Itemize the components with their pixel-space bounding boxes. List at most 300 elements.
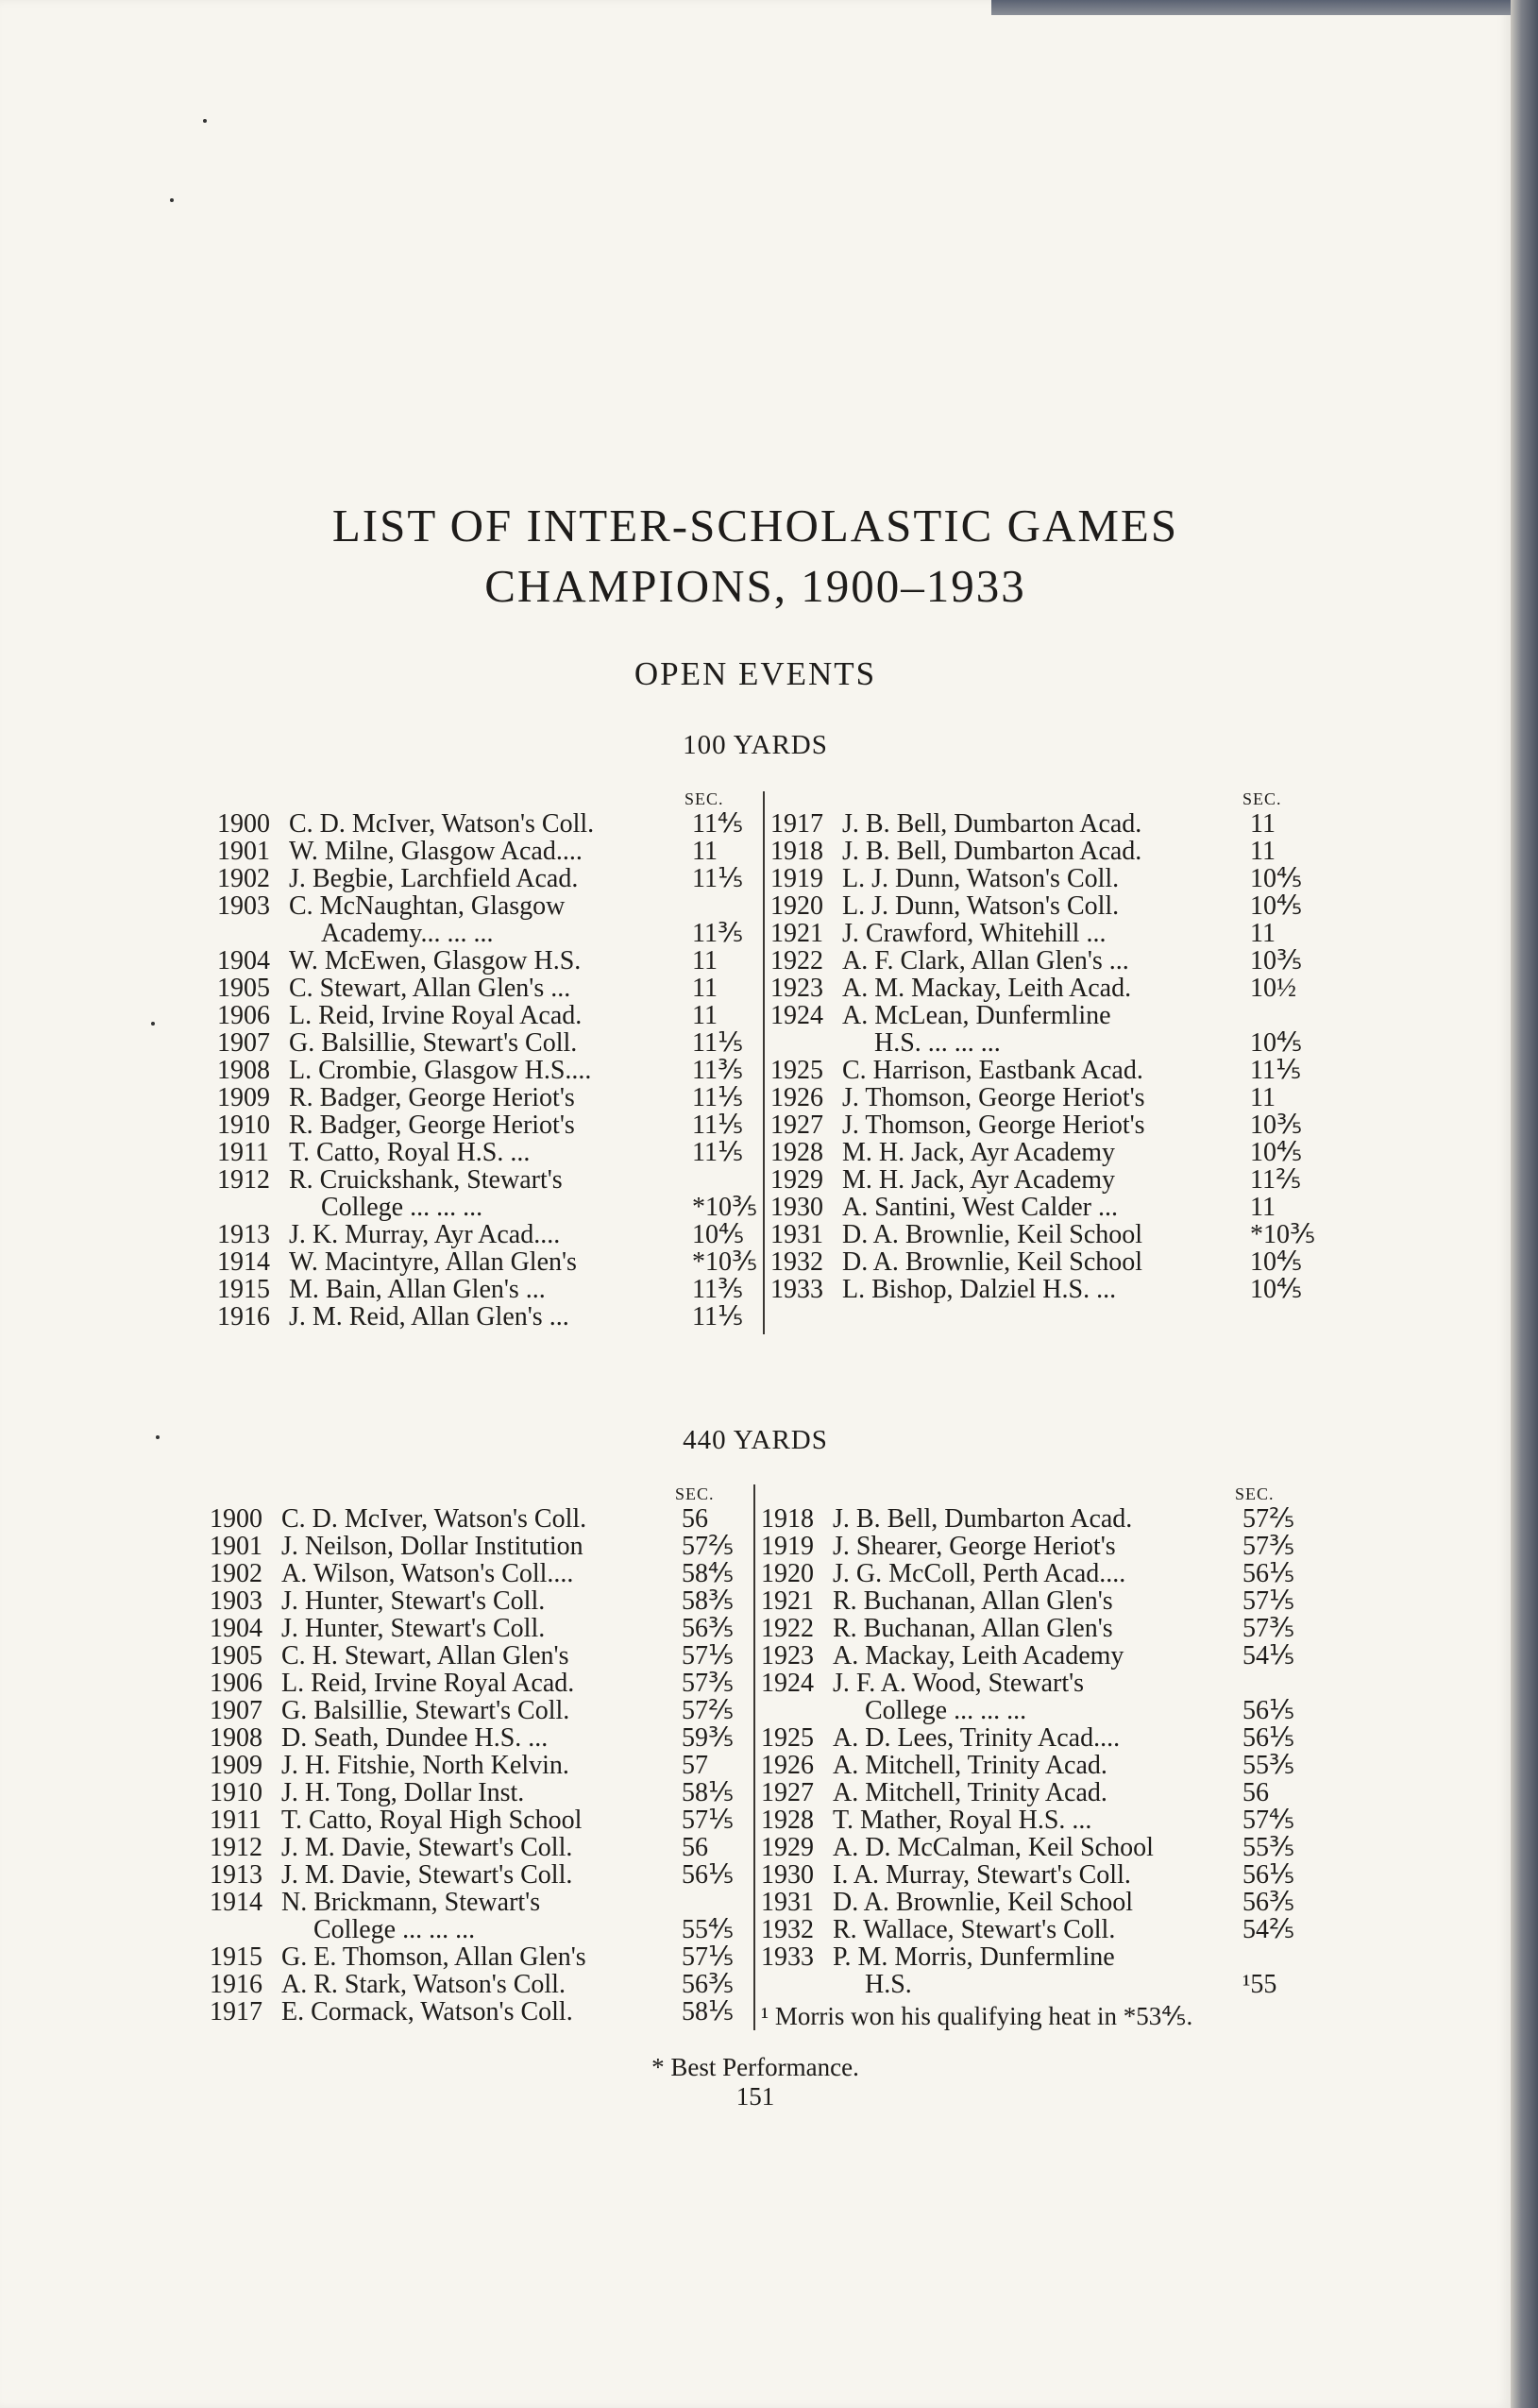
result-year: 1901 — [217, 837, 270, 866]
result-champion: T. Catto, Royal H.S. ... — [289, 1138, 531, 1167]
result-year: 1903 — [210, 1586, 262, 1616]
result-champion: J. B. Bell, Dumbarton Acad. — [833, 1504, 1133, 1534]
result-champion: D. A. Brownlie, Keil School — [842, 1247, 1143, 1277]
result-champion: J. Thomson, George Heriot's — [842, 1111, 1145, 1140]
result-year: 1919 — [770, 864, 823, 893]
result-champion: J. Hunter, Stewart's Coll. — [281, 1586, 546, 1616]
result-champion: N. Brickmann, Stewart's — [281, 1888, 541, 1917]
result-champion: D. A. Brownlie, Keil School — [842, 1220, 1143, 1249]
result-row — [217, 1139, 746, 1166]
result-champion: H.S. — [865, 1970, 912, 1999]
result-champion: W. McEwen, Glasgow H.S. — [289, 946, 582, 975]
result-row — [770, 1002, 1299, 1029]
result-time: 10⅘ — [1250, 891, 1303, 921]
result-champion: M. H. Jack, Ayr Academy — [842, 1138, 1116, 1167]
result-time: 57⅖ — [682, 1696, 735, 1725]
result-time: 57⅕ — [682, 1806, 735, 1835]
result-row — [210, 1779, 748, 1806]
result-row — [770, 1220, 1316, 1249]
result-champion: Academy... ... ... — [321, 919, 494, 948]
result-row — [770, 864, 1303, 893]
result-time: 11⅗ — [692, 1056, 744, 1085]
seconds-label: SEC. — [1235, 1484, 1275, 1503]
result-champion: J. H. Tong, Dollar Inst. — [281, 1778, 525, 1807]
result-row — [217, 1002, 746, 1029]
result-row — [217, 1247, 758, 1277]
result-year: 1916 — [217, 1302, 270, 1331]
result-champion: J. B. Bell, Dumbarton Acad. — [842, 837, 1142, 866]
result-time: 57⅖ — [1242, 1504, 1295, 1534]
best-performance-note: * Best Performance. — [651, 2053, 859, 2081]
book-cover-edge — [991, 0, 1538, 15]
result-year: 1923 — [770, 974, 823, 1003]
results-100-yards-left — [217, 789, 758, 1331]
result-time: 58⅘ — [682, 1559, 735, 1588]
result-champion: A. M. Mackay, Leith Acad. — [842, 974, 1132, 1003]
result-year: 1928 — [770, 1138, 823, 1167]
result-row — [770, 975, 1299, 1002]
result-year: 1931 — [770, 1220, 823, 1249]
result-year: 1906 — [210, 1669, 262, 1698]
result-row — [761, 1834, 1299, 1861]
result-time: 11 — [692, 1001, 718, 1030]
result-row — [770, 810, 1299, 838]
result-champion: C. McNaughtan, Glasgow — [289, 891, 566, 921]
result-row — [210, 1971, 748, 1998]
result-row — [761, 1861, 1299, 1889]
result-time: 11 — [1250, 1083, 1276, 1112]
result-time: 11⅕ — [1250, 1056, 1302, 1085]
result-year: 1912 — [217, 1165, 270, 1195]
result-time: 56⅗ — [682, 1614, 735, 1643]
result-champion: A. R. Stark, Watson's Coll. — [281, 1970, 566, 1999]
result-year: 1910 — [210, 1778, 262, 1807]
result-year: 1924 — [761, 1669, 814, 1698]
result-row — [217, 810, 746, 838]
result-row — [210, 1861, 748, 1889]
result-row — [770, 946, 1303, 975]
result-champion: A. Mitchell, Trinity Acad. — [833, 1778, 1107, 1807]
result-time: 55⅗ — [1242, 1751, 1295, 1780]
result-champion: A. Santini, West Calder ... — [842, 1193, 1118, 1222]
page-title-line2: CHAMPIONS, 1900–1933 — [484, 560, 1026, 612]
result-champion: D. A. Brownlie, Keil School — [833, 1888, 1134, 1917]
result-time: 56⅕ — [1242, 1860, 1295, 1890]
result-row — [217, 892, 746, 920]
result-row — [770, 920, 1299, 947]
result-row — [761, 1943, 1299, 1971]
result-year: 1918 — [761, 1504, 814, 1534]
result-champion: J. Shearer, George Heriot's — [833, 1532, 1116, 1561]
result-row — [217, 1276, 746, 1303]
result-time: 11 — [692, 946, 718, 975]
result-year: 1932 — [770, 1247, 823, 1277]
result-row — [217, 975, 746, 1002]
result-time: 56⅕ — [1242, 1723, 1295, 1753]
page-number: 151 — [735, 2082, 775, 2111]
result-champion: R. Buchanan, Allan Glen's — [833, 1586, 1113, 1616]
result-time: ¹55 — [1242, 1970, 1277, 1999]
result-year: 1900 — [210, 1504, 262, 1534]
result-year: 1915 — [217, 1275, 270, 1304]
result-champion: P. M. Morris, Dunfermline — [833, 1942, 1115, 1972]
paper-speck — [203, 119, 207, 123]
paper-speck — [156, 1435, 160, 1439]
result-row — [210, 1724, 748, 1752]
result-time: 56 — [682, 1504, 708, 1534]
result-row — [217, 1303, 746, 1331]
result-year: 1931 — [761, 1888, 814, 1917]
result-time: 11 — [1250, 1193, 1276, 1222]
result-year: 1905 — [217, 974, 270, 1003]
result-time: 11 — [692, 974, 718, 1003]
result-year: 1924 — [770, 1001, 823, 1030]
result-row-continuation — [770, 1028, 1303, 1058]
results-440-yards-left — [210, 1484, 748, 2026]
result-row — [210, 1505, 748, 1533]
result-champion: C. Stewart, Allan Glen's ... — [289, 974, 571, 1003]
result-row — [217, 1029, 746, 1057]
result-time: 57⅕ — [1242, 1586, 1295, 1616]
result-time: 57⅗ — [682, 1669, 735, 1698]
result-year: 1903 — [217, 891, 270, 921]
result-row — [761, 1916, 1299, 1943]
result-time: 57⅗ — [1242, 1532, 1295, 1561]
result-time: 11 — [1250, 809, 1276, 839]
result-champion: L. Reid, Irvine Royal Acad. — [281, 1669, 575, 1698]
result-row — [770, 1275, 1303, 1304]
result-row — [770, 1111, 1303, 1140]
result-year: 1919 — [761, 1532, 814, 1561]
result-row — [761, 1642, 1299, 1670]
result-year: 1907 — [217, 1028, 270, 1058]
result-year: 1928 — [761, 1806, 814, 1835]
result-champion: J. M. Reid, Allan Glen's ... — [289, 1302, 569, 1331]
result-champion: C. Harrison, Eastbank Acad. — [842, 1056, 1143, 1085]
result-time: 10⅘ — [1250, 1275, 1303, 1304]
result-time: *10⅗ — [1250, 1220, 1316, 1249]
result-champion: L. Reid, Irvine Royal Acad. — [289, 1001, 583, 1030]
result-time: 56⅕ — [682, 1860, 735, 1890]
result-time: 11⅘ — [692, 809, 744, 839]
result-time: 57⅕ — [682, 1641, 735, 1670]
results-440-yards-right — [761, 1484, 1299, 1999]
result-year: 1911 — [210, 1806, 262, 1835]
result-time: 10⅘ — [1250, 1028, 1303, 1058]
result-time: 57⅗ — [1242, 1614, 1295, 1643]
result-year: 1904 — [217, 946, 270, 975]
result-time: 11⅖ — [1250, 1165, 1302, 1195]
result-year: 1929 — [761, 1833, 814, 1862]
result-row — [761, 1533, 1299, 1560]
result-time: 56 — [682, 1833, 708, 1862]
result-row — [761, 1779, 1299, 1806]
result-row — [770, 1165, 1302, 1195]
result-time: 11⅗ — [692, 1275, 744, 1304]
result-champion: A. F. Clark, Allan Glen's ... — [842, 946, 1129, 975]
result-champion: L. J. Dunn, Watson's Coll. — [842, 891, 1120, 921]
result-row — [217, 1111, 746, 1139]
result-time: 10⅘ — [1250, 1247, 1303, 1277]
result-time: 56⅕ — [1242, 1559, 1295, 1588]
result-time: 11⅗ — [692, 919, 744, 948]
result-champion: J. K. Murray, Ayr Acad.... — [289, 1220, 561, 1249]
result-time: 10⅘ — [1250, 1138, 1303, 1167]
result-time: 58⅕ — [682, 1997, 735, 2026]
result-time: *10⅗ — [692, 1193, 758, 1222]
result-year: 1909 — [217, 1083, 270, 1112]
result-champion: A. Mitchell, Trinity Acad. — [833, 1751, 1107, 1780]
result-year: 1933 — [770, 1275, 823, 1304]
result-year: 1904 — [210, 1614, 262, 1643]
result-row — [761, 1889, 1299, 1916]
result-row — [217, 1221, 746, 1248]
result-champion: A. McLean, Dunfermline — [842, 1001, 1111, 1030]
result-champion: R. Wallace, Stewart's Coll. — [833, 1915, 1116, 1944]
result-champion: L. Crombie, Glasgow H.S.... — [289, 1056, 592, 1085]
result-time: 58⅗ — [682, 1586, 735, 1616]
result-year: 1909 — [210, 1751, 262, 1780]
result-row — [210, 1697, 748, 1724]
result-year: 1917 — [210, 1997, 262, 2026]
result-row — [761, 1615, 1299, 1642]
result-champion: J. B. Bell, Dumbarton Acad. — [842, 809, 1142, 839]
result-champion: L. J. Dunn, Watson's Coll. — [842, 864, 1120, 893]
result-year: 1929 — [770, 1165, 823, 1195]
result-row — [761, 1752, 1299, 1779]
result-row — [210, 1670, 748, 1697]
result-champion: M. Bain, Allan Glen's ... — [289, 1275, 546, 1304]
result-champion: T. Catto, Royal High School — [281, 1806, 583, 1835]
result-time: 10⅗ — [1250, 946, 1303, 975]
result-time: 54⅕ — [1242, 1641, 1295, 1670]
result-year: 1913 — [217, 1220, 270, 1249]
result-year: 1908 — [217, 1056, 270, 1085]
result-champion: J. Begbie, Larchfield Acad. — [289, 864, 579, 893]
result-row — [761, 1560, 1299, 1587]
result-champion: W. Milne, Glasgow Acad.... — [289, 837, 583, 866]
result-champion: T. Mather, Royal H.S. ... — [833, 1806, 1092, 1835]
result-year: 1920 — [770, 891, 823, 921]
result-time: 56 — [1242, 1778, 1269, 1807]
result-champion: J. G. McColl, Perth Acad.... — [833, 1559, 1126, 1588]
result-champion: M. H. Jack, Ayr Academy — [842, 1165, 1116, 1195]
result-time: 54⅖ — [1242, 1915, 1295, 1944]
result-time: 10⅗ — [1250, 1111, 1303, 1140]
result-row-continuation — [217, 1193, 758, 1222]
result-row — [210, 1560, 748, 1587]
result-year: 1917 — [770, 809, 823, 839]
result-champion: G. Balsillie, Stewart's Coll. — [289, 1028, 578, 1058]
result-time: 11 — [1250, 837, 1276, 866]
result-champion: J. H. Fitshie, North Kelvin. — [281, 1751, 569, 1780]
result-time: 11⅕ — [692, 1302, 744, 1331]
result-row — [217, 1084, 746, 1111]
result-row — [217, 838, 746, 865]
result-year: 1905 — [210, 1641, 262, 1670]
result-row — [210, 1998, 748, 2026]
result-year: 1910 — [217, 1111, 270, 1140]
result-time: 56⅗ — [1242, 1888, 1295, 1917]
result-row — [770, 891, 1303, 921]
result-row — [761, 1670, 1299, 1697]
result-row-continuation — [217, 920, 746, 947]
result-row — [210, 1834, 748, 1861]
result-row — [770, 838, 1299, 865]
result-champion: J. Crawford, Whitehill ... — [842, 919, 1107, 948]
result-time: 10½ — [1250, 974, 1296, 1003]
paper-speck — [170, 198, 174, 202]
result-row — [210, 1889, 748, 1916]
result-champion: J. M. Davie, Stewart's Coll. — [281, 1833, 573, 1862]
result-champion: G. E. Thomson, Allan Glen's — [281, 1942, 586, 1972]
result-year: 1922 — [770, 946, 823, 975]
result-champion: H.S. ... ... ... — [874, 1028, 1001, 1058]
result-time: 57 — [682, 1751, 708, 1780]
seconds-label: SEC. — [684, 789, 724, 808]
result-row — [210, 1642, 748, 1670]
result-champion: R. Buchanan, Allan Glen's — [833, 1614, 1113, 1643]
result-row-continuation — [210, 1916, 748, 1943]
page-title-line1: LIST OF INTER-SCHOLASTIC GAMES — [331, 500, 1179, 551]
result-champion: J. M. Davie, Stewart's Coll. — [281, 1860, 573, 1890]
result-row — [210, 1587, 748, 1615]
result-year: 1927 — [761, 1778, 814, 1807]
result-year: 1925 — [761, 1723, 814, 1753]
result-champion: L. Bishop, Dalziel H.S. ... — [842, 1275, 1117, 1304]
result-year: 1915 — [210, 1942, 262, 1972]
result-time: 11⅕ — [692, 1028, 744, 1058]
result-time: 59⅗ — [682, 1723, 735, 1753]
result-time: 10⅘ — [692, 1220, 745, 1249]
result-year: 1927 — [770, 1111, 823, 1140]
result-time: 57⅘ — [1242, 1806, 1295, 1835]
result-year: 1933 — [761, 1942, 814, 1972]
seconds-label: SEC. — [675, 1484, 715, 1503]
result-row — [770, 1084, 1299, 1111]
result-time: 11⅕ — [692, 1083, 744, 1112]
result-time: 10⅘ — [1250, 864, 1303, 893]
result-year: 1908 — [210, 1723, 262, 1753]
result-year: 1913 — [210, 1860, 262, 1890]
result-row — [761, 1587, 1299, 1615]
result-row — [210, 1615, 748, 1642]
result-year: 1926 — [761, 1751, 814, 1780]
result-year: 1900 — [217, 809, 270, 839]
result-row — [761, 1724, 1299, 1752]
result-year: 1925 — [770, 1056, 823, 1085]
result-time: 11⅕ — [692, 1111, 744, 1140]
result-champion: G. Balsillie, Stewart's Coll. — [281, 1696, 570, 1725]
result-year: 1907 — [210, 1696, 262, 1725]
result-row-continuation — [761, 1971, 1299, 1998]
result-champion: College ... ... ... — [321, 1193, 483, 1222]
result-time: 11 — [1250, 919, 1276, 948]
result-row — [761, 1505, 1299, 1533]
result-champion: College ... ... ... — [865, 1696, 1027, 1725]
result-champion: A. D. Lees, Trinity Acad.... — [833, 1723, 1121, 1753]
result-champion: R. Cruickshank, Stewart's — [289, 1165, 563, 1195]
result-row — [770, 1056, 1302, 1085]
result-year: 1914 — [217, 1247, 270, 1277]
result-row — [217, 947, 746, 975]
result-row — [210, 1533, 748, 1560]
result-year: 1921 — [761, 1586, 814, 1616]
result-champion: J. Neilson, Dollar Institution — [281, 1532, 583, 1561]
result-year: 1922 — [761, 1614, 814, 1643]
result-year: 1921 — [770, 919, 823, 948]
result-champion: R. Badger, George Heriot's — [289, 1111, 575, 1140]
column-divider — [753, 1484, 755, 2030]
result-champion: J. Thomson, George Heriot's — [842, 1083, 1145, 1112]
seconds-label: SEC. — [1242, 789, 1282, 808]
result-champion: A. Wilson, Watson's Coll.... — [281, 1559, 574, 1588]
result-champion: I. A. Murray, Stewart's Coll. — [833, 1860, 1131, 1890]
result-champion: A. D. McCalman, Keil School — [833, 1833, 1154, 1862]
result-champion: W. Macintyre, Allan Glen's — [289, 1247, 577, 1277]
result-time: 56⅕ — [1242, 1696, 1295, 1725]
result-year: 1912 — [210, 1833, 262, 1862]
footnote-morris: ¹ Morris won his qualifying heat in *53⅘. — [761, 2002, 1193, 2030]
result-time: 11⅕ — [692, 1138, 744, 1167]
result-row — [770, 1138, 1303, 1167]
book-binding — [1511, 0, 1538, 2408]
result-champion: J. Hunter, Stewart's Coll. — [281, 1614, 546, 1643]
result-row — [217, 1166, 746, 1194]
paper-speck — [151, 1022, 155, 1026]
event-heading-100-yards: 100 YARDS — [683, 730, 828, 760]
result-year: 1914 — [210, 1888, 262, 1917]
result-champion: A. Mackay, Leith Academy — [833, 1641, 1124, 1670]
event-heading-440-yards: 440 YARDS — [683, 1425, 828, 1455]
result-champion: C. H. Stewart, Allan Glen's — [281, 1641, 569, 1670]
result-time: 57⅖ — [682, 1532, 735, 1561]
result-row — [217, 1057, 746, 1084]
result-row — [210, 1943, 748, 1971]
result-row — [210, 1806, 748, 1834]
result-time: 55⅘ — [682, 1915, 735, 1944]
result-champion: J. F. A. Wood, Stewart's — [833, 1669, 1085, 1698]
result-champion: R. Badger, George Heriot's — [289, 1083, 575, 1112]
result-row — [770, 1194, 1299, 1221]
result-year: 1916 — [210, 1970, 262, 1999]
result-champion: C. D. McIver, Watson's Coll. — [281, 1504, 587, 1534]
result-year: 1902 — [210, 1559, 262, 1588]
result-year: 1911 — [217, 1138, 269, 1167]
result-champion: C. D. McIver, Watson's Coll. — [289, 809, 595, 839]
result-champion: College ... ... ... — [313, 1915, 476, 1944]
result-time: 11 — [692, 837, 718, 866]
result-time: 58⅕ — [682, 1778, 735, 1807]
result-year: 1918 — [770, 837, 823, 866]
column-divider — [763, 791, 765, 1334]
result-year: 1901 — [210, 1532, 262, 1561]
result-row — [210, 1752, 748, 1779]
result-time: 11⅕ — [692, 864, 744, 893]
section-heading-open-events: OPEN EVENTS — [634, 655, 877, 692]
result-time: 56⅗ — [682, 1970, 735, 1999]
result-year: 1902 — [217, 864, 270, 893]
result-year: 1906 — [217, 1001, 270, 1030]
result-year: 1930 — [770, 1193, 823, 1222]
result-year: 1923 — [761, 1641, 814, 1670]
result-row — [217, 865, 746, 892]
result-row — [761, 1806, 1299, 1834]
result-champion: D. Seath, Dundee H.S. ... — [281, 1723, 549, 1753]
result-row — [770, 1247, 1303, 1277]
result-row-continuation — [761, 1697, 1299, 1724]
result-champion: E. Cormack, Watson's Coll. — [281, 1997, 573, 2026]
